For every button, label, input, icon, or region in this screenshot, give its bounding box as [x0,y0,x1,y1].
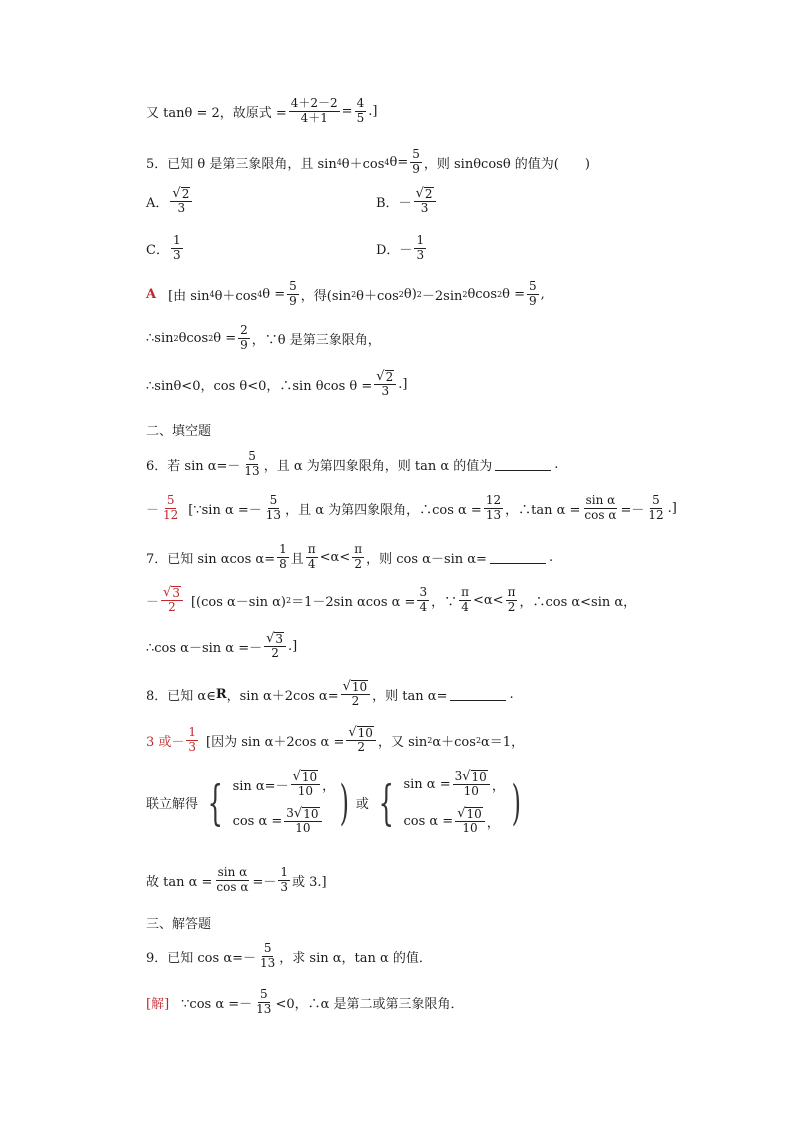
question-5: 5．已知 θ 是第三象限角，且 sin 4 θ＋cos 4 θ= $\frac{5}{9}$ ，则 sinθcosθ 的值为( ) [146,147,590,176]
option-c[interactable]: C． $\frac{1}{3}$ [146,233,181,262]
answer-9: [解] ∵cos α =－ $\frac{5}{13}$ <0，∴α 是第二或第三象限角． [146,987,464,1016]
question-9: 9．已知 cos α=－ $\frac{5}{13}$ ，求 sin α，tan α 的值． [146,941,432,970]
answer-blank[interactable] [490,551,546,564]
answer-8-system: 联立解得 { sin α=－ √ 10 10 ， cos α = 3 √ 10 10 ) 或 { sin α = 3 √ 10 10 ， cos α = √ 10 10 ， ) [146,769,521,836]
question-6: 6．若 sin α=－ $\frac{5}{13}$ ，且 α 为第四象限角，则 tan α 的值为 . [146,449,559,478]
option-d[interactable]: D．－ $\frac{1}{3}$ [376,233,425,262]
section-fill-in: 二、填空题 [146,424,212,439]
answer-5: A [由 sin 4 θ＋cos 4 θ = $\frac{5}{9}$ ，得(sin 2 θ＋cos 2 θ) 2 －2sin 2 θcos 2 θ = $\frac{5}{9}$ , [146,279,545,308]
section-solve: 三、解答题 [146,917,212,932]
fraction: $\frac{5}{9}$ [412,147,420,176]
option-a[interactable]: A． √ 2 3 [146,187,194,216]
fraction: $\frac{4}{5}$ [356,96,365,125]
answer-blank[interactable] [495,458,551,471]
answer-5-line2: ∴sin 2 θcos 2 θ = $\frac{2}{9}$ ，∵θ 是第三象限角， [146,323,381,352]
question-7: 7．已知 sin αcos α= $\frac{1}{8}$ 且 $\frac{\pi}{4}$ <α< $\frac{\pi}{2}$ ，则 cos α－sin α= . [146,542,554,571]
answer-6: － $\frac{5}{12}$ [∵sin α =－ $\frac{5}{13}$ ，且 α 为第四象限角，∴cos α = $\frac{12}{13}$ ，∴tan α = $\frac{\text{sin α}}{\text{cos α}}$ =－ $\frac{5}{12}$ .] [146,493,677,522]
answer-blank[interactable] [450,688,506,701]
answer-8: 3 或－ $\frac{1}{3}$ [因为 sin α＋2cos α = √ 10 2 ，又 sin 2 α＋cos 2 α＝1， [146,725,525,755]
prev-solution-line: 又 tanθ = 2，故原式 = $\frac{4+2-2}{4+1}$ = $\frac{4}{5}$ .] [146,96,378,125]
question-8: 8．已知 α∈ R ，sin α＋2cos α= √ 10 2 ，则 tan α= . [146,679,514,709]
option-b[interactable]: B．－ √ 2 3 [376,187,438,216]
answer-7: － √ 3 2 [(cos α－sin α) 2 ＝1－2sin αcos α = $\frac{3}{4}$ ，∵ $\frac{\pi}{4}$ <α< $\frac{\pi}{2}$ ，∴cos α<sin α， [146,585,637,615]
answer-8-line3: 故 tan α = $\frac{\text{sin α}}{\text{cos α}}$ =－ $\frac{1}{3}$ 或 3.] [146,865,327,894]
fraction: $\frac{4+2-2}{4+1}$ [290,96,338,125]
answer-5-line3: ∴sinθ<0，cos θ<0，∴sin θcos θ = √ 2 3 .] [146,369,408,399]
answer-7-line2: ∴cos α－sin α =－ √ 3 2 .] [146,631,298,661]
